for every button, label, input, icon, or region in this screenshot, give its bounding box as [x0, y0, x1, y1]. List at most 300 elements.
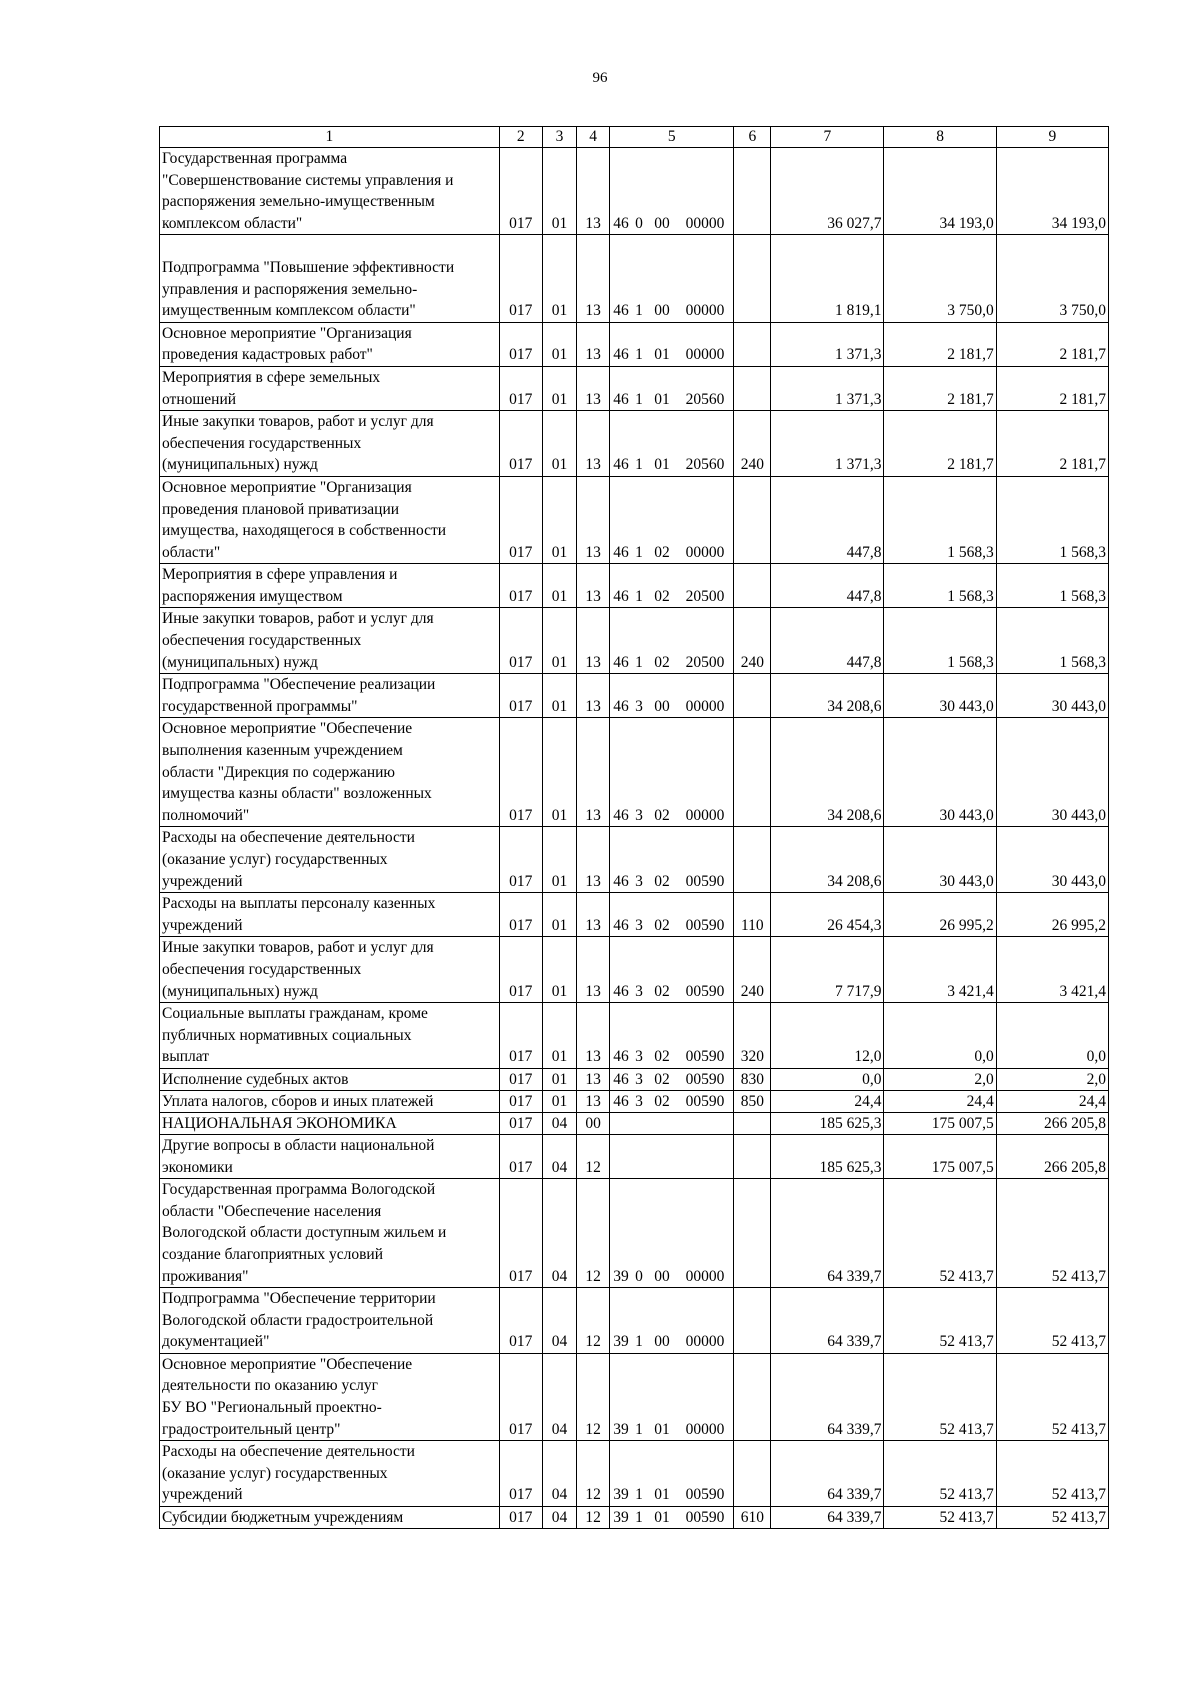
section-code-cell: 04	[542, 1288, 577, 1354]
subsection-code-cell: 13	[577, 411, 610, 477]
amount-col8-cell: 1 568,3	[884, 564, 996, 608]
target-article-part: 02	[654, 806, 670, 824]
target-article-part: 20500	[685, 653, 725, 671]
target-article-code	[610, 389, 733, 411]
target-article-code	[610, 1091, 733, 1112]
section-code-cell: 01	[542, 718, 577, 827]
amount-col9-cell: 52 413,7	[996, 1441, 1108, 1507]
target-article-part: 00000	[685, 543, 725, 561]
table-row	[160, 1090, 1109, 1112]
expense-type-cell: 240	[734, 937, 771, 1003]
target-article-part: 3	[635, 982, 643, 1000]
expense-type-cell	[734, 1288, 771, 1354]
table-row	[160, 937, 1109, 1003]
target-article-part: 00	[654, 697, 670, 715]
subsection-code-cell: 12	[577, 1507, 610, 1529]
target-article-part: 02	[654, 1092, 670, 1110]
target-article-part: 1	[635, 390, 643, 408]
target-article-part: 00000	[685, 214, 725, 232]
target-article-part: 0	[635, 1267, 643, 1285]
amount-col8-cell: 30 443,0	[884, 718, 996, 827]
section-code-cell: 04	[542, 1134, 577, 1178]
ministry-code-cell: 017	[499, 235, 542, 322]
header-cell: 9	[996, 127, 1108, 148]
amount-col9-cell: 26 995,2	[996, 893, 1108, 937]
amount-col9-cell: 1 568,3	[996, 476, 1108, 563]
table-row	[160, 1179, 1109, 1288]
amount-col9-cell: 30 443,0	[996, 827, 1108, 893]
target-article-code	[610, 1484, 733, 1506]
ministry-code-cell: 017	[499, 1353, 542, 1440]
amount-col7-cell: 185 625,3	[771, 1112, 884, 1134]
section-code-cell: 01	[542, 1003, 577, 1069]
subsection-code-cell: 13	[577, 608, 610, 674]
amount-col7-cell: 36 027,7	[771, 148, 884, 235]
amount-col9-cell: 52 413,7	[996, 1507, 1108, 1529]
target-article-part: 00590	[685, 1509, 725, 1527]
row-name-cell: Иные закупки товаров, работ и услуг для обеспечения государственных (муниципальных) нужд	[160, 411, 500, 477]
amount-col8-cell: 30 443,0	[884, 674, 996, 718]
row-name-cell: Основное мероприятие "Организация проведения кадастровых работ"	[160, 322, 500, 366]
target-article-cell	[609, 1090, 733, 1112]
amount-col8-cell: 30 443,0	[884, 827, 996, 893]
ministry-code-cell: 017	[499, 1068, 542, 1090]
target-article-code	[610, 586, 733, 608]
target-article-cell	[609, 1003, 733, 1069]
target-article-cell	[609, 1134, 733, 1178]
target-article-part: 46	[613, 302, 629, 320]
expense-type-cell	[734, 564, 771, 608]
row-name-cell: Государственная программа Вологодской области "Обеспечение населения Вологодской области доступным жильем и создание благоприятных условий проживания"	[160, 1179, 500, 1288]
target-article-part: 1	[635, 1486, 643, 1504]
budget-table	[159, 126, 1109, 1529]
amount-col9-cell: 266 205,8	[996, 1134, 1108, 1178]
row-name-cell: Другие вопросы в области национальной экономики	[160, 1134, 500, 1178]
header-cell: 8	[884, 127, 996, 148]
section-code-cell: 01	[542, 411, 577, 477]
target-article-cell	[609, 148, 733, 235]
row-name-cell: Социальные выплаты гражданам, кроме публичных нормативных социальных выплат	[160, 1003, 500, 1069]
row-name-cell: Основное мероприятие "Организация проведения плановой приватизации имущества, находящегося в собственности области"	[160, 476, 500, 563]
section-code-cell: 04	[542, 1112, 577, 1134]
subsection-code-cell: 12	[577, 1288, 610, 1354]
section-code-cell: 04	[542, 1179, 577, 1288]
amount-col8-cell: 0,0	[884, 1003, 996, 1069]
subsection-code-cell: 13	[577, 893, 610, 937]
row-name-cell: Основное мероприятие "Обеспечение деятельности по оказанию услуг БУ ВО "Региональный проектно- градостроительный центр"	[160, 1353, 500, 1440]
expense-type-cell: 240	[734, 411, 771, 477]
target-article-part: 46	[613, 982, 629, 1000]
section-code-cell: 04	[542, 1441, 577, 1507]
target-article-cell	[609, 1441, 733, 1507]
target-article-part: 3	[635, 916, 643, 934]
target-article-part: 39	[613, 1420, 629, 1438]
amount-col8-cell: 175 007,5	[884, 1134, 996, 1178]
target-article-part: 00590	[685, 1070, 725, 1088]
row-name-cell: Иные закупки товаров, работ и услуг для обеспечения государственных (муниципальных) нужд	[160, 937, 500, 1003]
amount-col7-cell: 7 717,9	[771, 937, 884, 1003]
subsection-code-cell: 13	[577, 235, 610, 322]
target-article-cell	[609, 718, 733, 827]
section-code-cell: 01	[542, 148, 577, 235]
ministry-code-cell: 017	[499, 1288, 542, 1354]
target-article-part: 02	[654, 543, 670, 561]
target-article-part: 00000	[685, 806, 725, 824]
target-article-part: 1	[635, 587, 643, 605]
ministry-code-cell: 017	[499, 411, 542, 477]
amount-col9-cell: 2 181,7	[996, 411, 1108, 477]
target-article-part: 46	[613, 1092, 629, 1110]
amount-col9-cell: 2,0	[996, 1068, 1108, 1090]
target-article-code	[610, 1331, 733, 1353]
amount-col8-cell: 3 750,0	[884, 235, 996, 322]
target-article-cell	[609, 1068, 733, 1090]
target-article-part: 01	[654, 1420, 670, 1438]
target-article-part: 20560	[685, 456, 725, 474]
table-row	[160, 893, 1109, 937]
target-article-part: 1	[635, 456, 643, 474]
target-article-part: 00	[654, 1333, 670, 1351]
ministry-code-cell: 017	[499, 608, 542, 674]
amount-col7-cell: 1 371,3	[771, 322, 884, 366]
target-article-part: 3	[635, 697, 643, 715]
table-row	[160, 564, 1109, 608]
section-code-cell: 04	[542, 1507, 577, 1529]
target-article-part: 20560	[685, 390, 725, 408]
amount-col9-cell: 52 413,7	[996, 1353, 1108, 1440]
subsection-code-cell: 13	[577, 1090, 610, 1112]
expense-type-cell: 240	[734, 608, 771, 674]
target-article-cell	[609, 564, 733, 608]
target-article-part: 46	[613, 872, 629, 890]
subsection-code-cell: 00	[577, 1112, 610, 1134]
table-row	[160, 608, 1109, 674]
amount-col9-cell: 30 443,0	[996, 674, 1108, 718]
ministry-code-cell: 017	[499, 366, 542, 410]
target-article-cell	[609, 827, 733, 893]
target-article-part: 02	[654, 653, 670, 671]
amount-col8-cell: 52 413,7	[884, 1353, 996, 1440]
amount-col9-cell: 24,4	[996, 1090, 1108, 1112]
target-article-part: 00	[654, 302, 670, 320]
target-article-cell	[609, 1353, 733, 1440]
target-article-part: 1	[635, 1509, 643, 1527]
subsection-code-cell: 13	[577, 937, 610, 1003]
ministry-code-cell: 017	[499, 564, 542, 608]
amount-col8-cell: 2 181,7	[884, 366, 996, 410]
target-article-cell	[609, 476, 733, 563]
amount-col8-cell: 26 995,2	[884, 893, 996, 937]
target-article-part: 39	[613, 1333, 629, 1351]
amount-col8-cell: 175 007,5	[884, 1112, 996, 1134]
section-code-cell: 04	[542, 1353, 577, 1440]
target-article-part: 46	[613, 214, 629, 232]
row-name-cell: Расходы на обеспечение деятельности (оказание услуг) государственных учреждений	[160, 1441, 500, 1507]
amount-col7-cell: 26 454,3	[771, 893, 884, 937]
row-name-cell: Субсидии бюджетным учреждениям	[160, 1507, 500, 1529]
subsection-code-cell: 13	[577, 718, 610, 827]
target-article-part: 39	[613, 1486, 629, 1504]
target-article-part: 00000	[685, 1333, 725, 1351]
target-article-part: 02	[654, 916, 670, 934]
table-row	[160, 718, 1109, 827]
amount-col7-cell: 447,8	[771, 476, 884, 563]
target-article-code	[610, 213, 733, 235]
expense-type-cell	[734, 322, 771, 366]
row-name-cell: Расходы на выплаты персоналу казенных учреждений	[160, 893, 500, 937]
section-code-cell: 01	[542, 674, 577, 718]
ministry-code-cell: 017	[499, 1134, 542, 1178]
amount-col9-cell: 30 443,0	[996, 718, 1108, 827]
target-article-part: 39	[613, 1267, 629, 1285]
target-article-cell	[609, 608, 733, 674]
expense-type-cell: 830	[734, 1068, 771, 1090]
target-article-part: 1	[635, 543, 643, 561]
subsection-code-cell: 13	[577, 564, 610, 608]
target-article-part: 46	[613, 456, 629, 474]
target-article-cell	[609, 674, 733, 718]
target-article-part: 3	[635, 1070, 643, 1088]
amount-col9-cell: 2 181,7	[996, 366, 1108, 410]
amount-col7-cell: 34 208,6	[771, 827, 884, 893]
target-article-part: 46	[613, 1048, 629, 1066]
amount-col7-cell: 64 339,7	[771, 1507, 884, 1529]
expense-type-cell	[734, 235, 771, 322]
ministry-code-cell: 017	[499, 148, 542, 235]
amount-col9-cell: 266 205,8	[996, 1112, 1108, 1134]
amount-col9-cell: 3 421,4	[996, 937, 1108, 1003]
expense-type-cell	[734, 1112, 771, 1134]
subsection-code-cell: 12	[577, 1179, 610, 1288]
target-article-part: 3	[635, 1048, 643, 1066]
target-article-part: 46	[613, 697, 629, 715]
target-article-part: 00590	[685, 982, 725, 1000]
amount-col7-cell: 1 371,3	[771, 366, 884, 410]
target-article-code	[610, 1266, 733, 1288]
amount-col9-cell: 52 413,7	[996, 1288, 1108, 1354]
target-article-part: 46	[613, 587, 629, 605]
target-article-part: 00000	[685, 302, 725, 320]
amount-col9-cell: 2 181,7	[996, 322, 1108, 366]
row-name-cell: Исполнение судебных актов	[160, 1068, 500, 1090]
amount-col7-cell: 1 371,3	[771, 411, 884, 477]
target-article-part: 1	[635, 302, 643, 320]
row-name-cell: Мероприятия в сфере управления и распоряжения имуществом	[160, 564, 500, 608]
target-article-part: 46	[613, 346, 629, 364]
target-article-cell	[609, 1507, 733, 1529]
expense-type-cell: 610	[734, 1507, 771, 1529]
target-article-part: 20500	[685, 587, 725, 605]
amount-col9-cell: 3 750,0	[996, 235, 1108, 322]
subsection-code-cell: 13	[577, 1068, 610, 1090]
expense-type-cell	[734, 1353, 771, 1440]
target-article-code	[610, 915, 733, 937]
amount-col9-cell: 34 193,0	[996, 148, 1108, 235]
header-cell: 1	[160, 127, 500, 148]
section-code-cell: 01	[542, 1090, 577, 1112]
expense-type-cell	[734, 1179, 771, 1288]
amount-col7-cell: 185 625,3	[771, 1134, 884, 1178]
ministry-code-cell: 017	[499, 476, 542, 563]
row-name-cell: Расходы на обеспечение деятельности (оказание услуг) государственных учреждений	[160, 827, 500, 893]
target-article-part: 00000	[685, 697, 725, 715]
target-article-part: 3	[635, 1092, 643, 1110]
target-article-part: 00590	[685, 1092, 725, 1110]
target-article-cell	[609, 1288, 733, 1354]
amount-col8-cell: 2,0	[884, 1068, 996, 1090]
amount-col7-cell: 1 819,1	[771, 235, 884, 322]
target-article-part: 1	[635, 1420, 643, 1438]
target-article-code	[610, 454, 733, 476]
subsection-code-cell: 13	[577, 674, 610, 718]
target-article-part: 02	[654, 1070, 670, 1088]
amount-col8-cell: 52 413,7	[884, 1179, 996, 1288]
target-article-part: 1	[635, 346, 643, 364]
section-code-cell: 01	[542, 322, 577, 366]
table-row	[160, 1441, 1109, 1507]
header-cell: 5	[609, 127, 733, 148]
target-article-cell	[609, 893, 733, 937]
target-article-code	[610, 1046, 733, 1068]
amount-col7-cell: 64 339,7	[771, 1179, 884, 1288]
expense-type-cell	[734, 476, 771, 563]
ministry-code-cell: 017	[499, 827, 542, 893]
amount-col8-cell: 2 181,7	[884, 322, 996, 366]
target-article-part: 00590	[685, 872, 725, 890]
target-article-part: 01	[654, 1509, 670, 1527]
subsection-code-cell: 13	[577, 366, 610, 410]
subsection-code-cell: 12	[577, 1353, 610, 1440]
target-article-cell	[609, 322, 733, 366]
amount-col8-cell: 52 413,7	[884, 1507, 996, 1529]
section-code-cell: 01	[542, 937, 577, 1003]
amount-col8-cell: 52 413,7	[884, 1288, 996, 1354]
table-row	[160, 476, 1109, 563]
table-row	[160, 322, 1109, 366]
subsection-code-cell: 13	[577, 148, 610, 235]
amount-col9-cell: 52 413,7	[996, 1179, 1108, 1288]
target-article-cell	[609, 1179, 733, 1288]
target-article-part: 3	[635, 806, 643, 824]
ministry-code-cell: 017	[499, 1507, 542, 1529]
amount-col8-cell: 2 181,7	[884, 411, 996, 477]
target-article-cell	[609, 937, 733, 1003]
target-article-part: 0	[635, 214, 643, 232]
amount-col7-cell: 34 208,6	[771, 674, 884, 718]
table-row	[160, 411, 1109, 477]
target-article-part: 01	[654, 1486, 670, 1504]
target-article-part: 00000	[685, 1420, 725, 1438]
subsection-code-cell: 13	[577, 476, 610, 563]
target-article-part: 01	[654, 390, 670, 408]
target-article-part: 39	[613, 1509, 629, 1527]
target-article-part: 02	[654, 982, 670, 1000]
section-code-cell: 01	[542, 893, 577, 937]
amount-col8-cell: 1 568,3	[884, 608, 996, 674]
expense-type-cell: 320	[734, 1003, 771, 1069]
target-article-part: 01	[654, 456, 670, 474]
target-article-part: 00	[654, 1267, 670, 1285]
target-article-part: 02	[654, 1048, 670, 1066]
table-row	[160, 1288, 1109, 1354]
row-name-cell: НАЦИОНАЛЬНАЯ ЭКОНОМИКА	[160, 1112, 500, 1134]
target-article-cell	[609, 366, 733, 410]
ministry-code-cell: 017	[499, 937, 542, 1003]
target-article-part: 00590	[685, 916, 725, 934]
target-article-part: 01	[654, 346, 670, 364]
target-article-part: 46	[613, 390, 629, 408]
section-code-cell: 01	[542, 476, 577, 563]
ministry-code-cell: 017	[499, 1003, 542, 1069]
target-article-code	[610, 871, 733, 893]
header-cell: 3	[542, 127, 577, 148]
amount-col7-cell: 34 208,6	[771, 718, 884, 827]
target-article-part: 00000	[685, 346, 725, 364]
amount-col7-cell: 447,8	[771, 608, 884, 674]
amount-col7-cell: 64 339,7	[771, 1353, 884, 1440]
header-cell: 2	[499, 127, 542, 148]
target-article-code	[610, 1069, 733, 1090]
target-article-code	[610, 344, 733, 366]
target-article-part: 46	[613, 1070, 629, 1088]
amount-col7-cell: 12,0	[771, 1003, 884, 1069]
target-article-code	[610, 981, 733, 1003]
table-row	[160, 1112, 1109, 1134]
target-article-part: 46	[613, 653, 629, 671]
table-row	[160, 1353, 1109, 1440]
table-row	[160, 1068, 1109, 1090]
subsection-code-cell: 13	[577, 827, 610, 893]
amount-col9-cell: 1 568,3	[996, 608, 1108, 674]
ministry-code-cell: 017	[499, 674, 542, 718]
header-cell: 4	[577, 127, 610, 148]
section-code-cell: 01	[542, 564, 577, 608]
table-row	[160, 366, 1109, 410]
target-article-part: 46	[613, 916, 629, 934]
target-article-part: 3	[635, 872, 643, 890]
subsection-code-cell: 12	[577, 1134, 610, 1178]
amount-col8-cell: 52 413,7	[884, 1441, 996, 1507]
target-article-code	[610, 542, 733, 564]
subsection-code-cell: 13	[577, 1003, 610, 1069]
row-name-cell: Иные закупки товаров, работ и услуг для обеспечения государственных (муниципальных) нужд	[160, 608, 500, 674]
expense-type-cell	[734, 1134, 771, 1178]
target-article-cell	[609, 235, 733, 322]
ministry-code-cell: 017	[499, 1112, 542, 1134]
section-code-cell: 01	[542, 827, 577, 893]
target-article-part: 02	[654, 872, 670, 890]
target-article-part: 46	[613, 806, 629, 824]
target-article-part: 1	[635, 1333, 643, 1351]
expense-type-cell	[734, 674, 771, 718]
amount-col7-cell: 64 339,7	[771, 1288, 884, 1354]
section-code-cell: 01	[542, 366, 577, 410]
target-article-cell	[609, 411, 733, 477]
table-row	[160, 148, 1109, 235]
section-code-cell: 01	[542, 1068, 577, 1090]
row-name-cell: Мероприятия в сфере земельных отношений	[160, 366, 500, 410]
expense-type-cell	[734, 148, 771, 235]
header-cell: 7	[771, 127, 884, 148]
amount-col7-cell: 64 339,7	[771, 1441, 884, 1507]
amount-col8-cell: 3 421,4	[884, 937, 996, 1003]
table-row	[160, 235, 1109, 322]
section-code-cell: 01	[542, 608, 577, 674]
target-article-part: 46	[613, 543, 629, 561]
table-row	[160, 674, 1109, 718]
subsection-code-cell: 13	[577, 322, 610, 366]
table-row	[160, 1003, 1109, 1069]
